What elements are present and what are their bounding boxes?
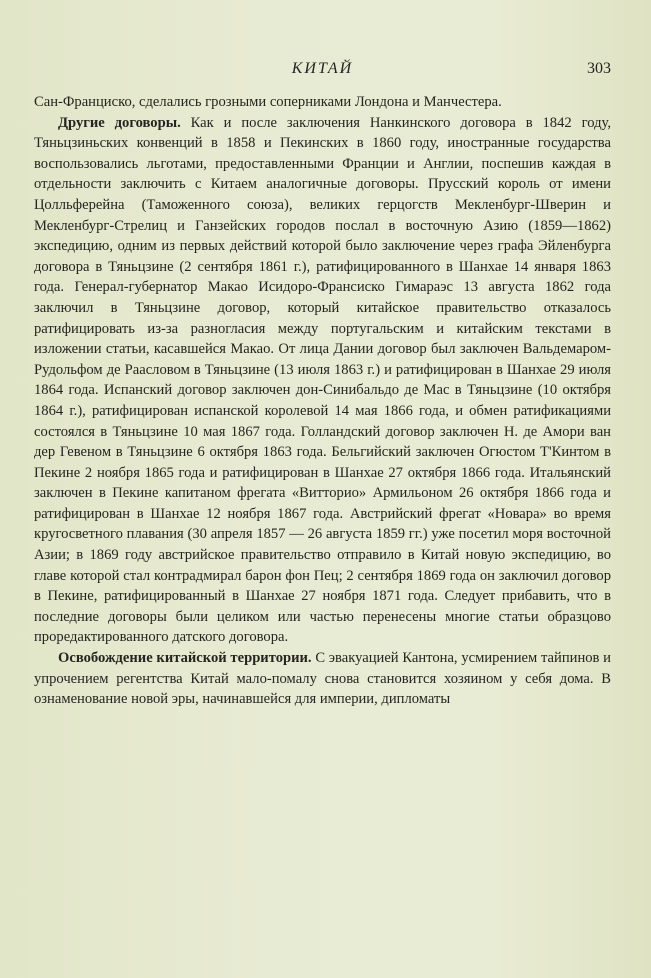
page-number: 303 [587,60,611,77]
paragraph [34,113,611,648]
paragraph-text: С эвакуацией Кантона, усмирением тайпинов и упрочением регентства Китай мало-помалу снова становится хозяином у себя дома. В ознаменование новой эры, начинавшейся для империи, дипломаты [34,650,611,708]
paragraph [34,648,611,710]
body-text [34,92,611,710]
paragraph-heading: Освобождение китайской территории. [58,650,312,667]
paragraph-heading: Другие договоры. [58,114,181,131]
paragraph [34,92,611,113]
paragraph-text: Сан-Франциско, сделались грозными соперниками Лондона и Манчестера. [34,94,502,110]
running-title: КИТАЙ [291,60,354,77]
page-header [34,58,611,82]
paragraph-text: Как и после заключения Нанкинского договора в 1842 году, Тяньцзиньских конвенций в 1858 и Пекинских в 1860 году, иностранные государства воспользовались льготами, предоставленными Франции и Англии, поспешив каждая в отдельности заключить с Китаем аналогичные договоры. Прусский король от имени Цолльферейна (Таможенного союза), великих герцогств Мекленбург-Шверин и Мекленбург-Стрелиц и Ганзейских городов послал в восточную Азию (1859—1862) экспедицию, одним из первых действий которой было заключение через графа Эйленбурга договора в Тяньцзине (2 сентября 1861 г.), ратифицированного в Шанхае 14 января 1863 года. Генерал-губернатор Макао Исидоро-Франсиско Гимараэс 13 августа 1862 года заключил в Тяньцзине договор, который китайское правительство отказалось ратифицировать из-за разногласия между португальским и китайским текстами в изложении статьи, касавшейся Макао. От лица Дании договор был заключен Вальдемаром-Рудольфом де Раасловом в Тяньцзине (13 июля 1863 г.) и ратифицирован в Шанхае 29 июля 1864 года. Испанский договор заключен дон-Синибальдо де Мас в Тяньцзине (10 октября 1864 г.), ратифицирован испанской королевой 14 мая 1866 года, и обмен ратификациями состоялся в Тяньцзине 10 мая 1867 года. Голландский договор заключен Н. де Амори ван дер Гевеном в Тяньцзине 6 октября 1863 года. Бельгийский заключен Огюстом Т'Кинтом в Пекине 2 ноября 1865 года и ратифицирован в Шанхае 27 октября 1866 года. Итальянский заключен в Пекине капитаном фрегата «Витторио» Армильоном 26 октября 1866 года и ратифицирован в Шанхае 12 ноября 1867 года. Австрийский фрегат «Новара» во время кругосветного плавания (30 апреля 1857 — 26 августа 1859 гг.) уже посетил моря восточной Азии; в 1869 году австрийское правительство отправило в Китай новую экспедицию, во главе которой стал контрадмирал барон фон Пец; 2 сентября 1869 года он заключил договор в Пекине, ратифицированный в Шанхае 27 ноября 1871 года. Следует прибавить, что в последние договоры были целиком или частью перенесены многие статьи образцово проредактированного датского договора. [34,114,611,646]
